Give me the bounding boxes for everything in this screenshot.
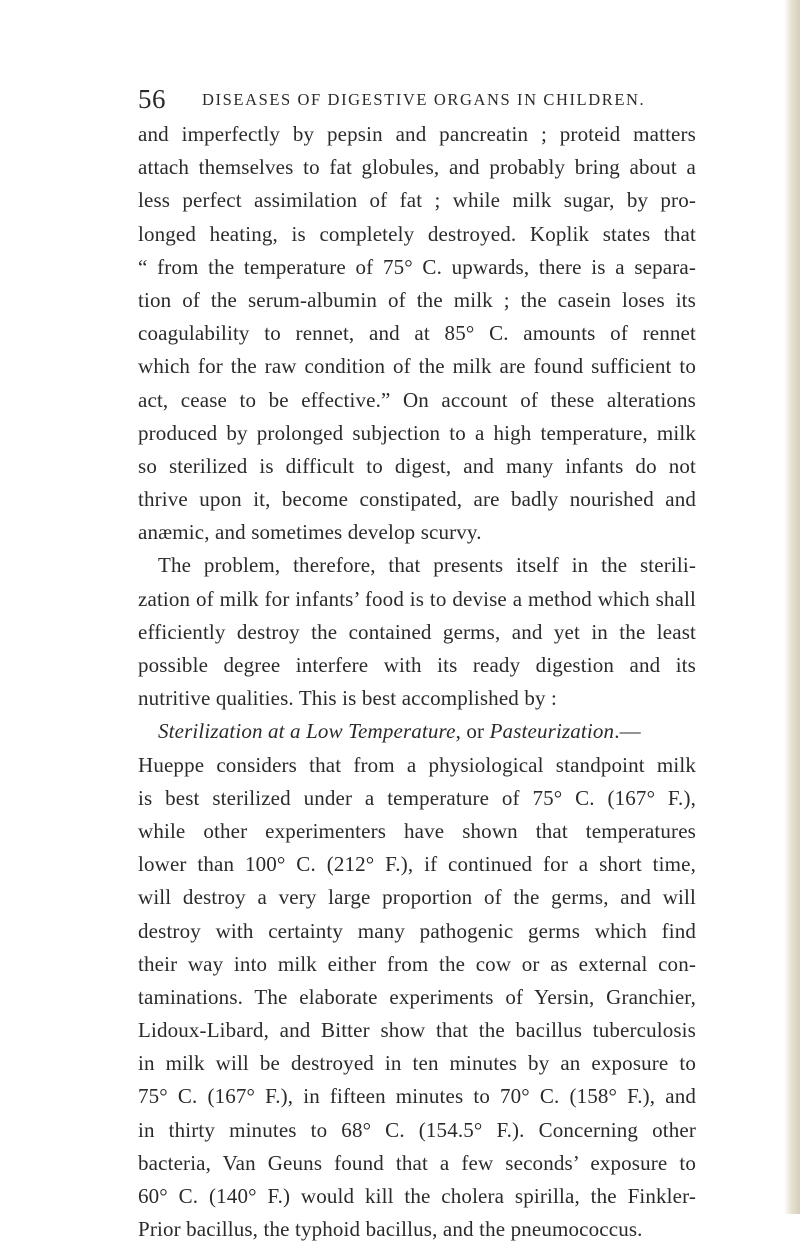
text-line: “ from the temperature of 75° C. upwards, there is a separa-: [138, 254, 696, 279]
text-line: destroy with certainty many pathogenic germs which find: [138, 918, 696, 943]
page-number: 56: [138, 84, 166, 114]
text-line: which for the raw condition of the milk are found sufficient to: [138, 354, 696, 379]
text-line: zation of milk for infants’ food is to devise a method which shall: [138, 586, 696, 611]
page-header: [138, 84, 698, 114]
heading-italic-sterilization: Sterilization at a Low Temperature: [158, 719, 456, 744]
text-line: lower than 100° C. (212° F.), if continued for a short time,: [138, 852, 696, 877]
paragraph-end-line: Prior bacillus, the typhoid bacillus, and the pneumococcus.: [138, 1217, 643, 1242]
text-line: will destroy a very large proportion of the germs, and will: [138, 885, 696, 910]
text-line: longed heating, is completely destroyed. Koplik states that: [138, 221, 696, 246]
text-line: bacteria, Van Geuns found that a few seconds’ exposure to: [138, 1150, 696, 1175]
text-line: in milk will be destroyed in ten minutes by an exposure to: [138, 1051, 696, 1076]
text-line: possible degree interfere with its ready digestion and its: [138, 653, 696, 677]
text-line: thrive upon it, become constipated, are badly nourished and: [138, 487, 696, 512]
text-line: Hueppe considers that from a physiological standpoint milk: [138, 752, 696, 777]
text-line: 60° C. (140° F.) would kill the cholera spirilla, the Finkler-: [138, 1184, 696, 1208]
heading-dash: .—: [614, 719, 641, 744]
heading-connector: , or: [455, 719, 490, 744]
text-line: Lidoux-Libard, and Bitter show that the bacillus tuberculosis: [138, 1018, 696, 1043]
text-line: produced by prolonged subjection to a high temperature, milk: [138, 420, 696, 445]
text-line: coagulability to rennet, and at 85° C. amounts of rennet: [138, 321, 696, 346]
text-line: and imperfectly by pepsin and pancreatin ; proteid matters: [138, 122, 696, 146]
running-title: DISEASES OF DIGESTIVE ORGANS IN CHILDREN.: [202, 90, 646, 109]
paragraph-end-line: anæmic, and sometimes develop scurvy.: [138, 520, 482, 545]
page-edge-shadow: [784, 0, 800, 1214]
text-line: less perfect assimilation of fat ; while milk sugar, by pro-: [138, 188, 696, 213]
body-text: [138, 118, 696, 1246]
text-line: their way into milk either from the cow or as external con-: [138, 951, 696, 976]
paragraph-end-line: nutritive qualities. This is best accomplished by :: [138, 686, 558, 711]
text-line: so sterilized is difficult to digest, and many infants do not: [138, 453, 696, 478]
text-line: efficiently destroy the contained germs, and yet in the least: [138, 619, 696, 644]
text-line: in thirty minutes to 68° C. (154.5° F.). Concerning other: [138, 1117, 696, 1142]
text-line: taminations. The elaborate experiments of Yersin, Granchier,: [138, 984, 696, 1009]
text-line: The problem, therefore, that presents itself in the sterili-: [158, 553, 696, 578]
heading-italic-pasteurization: Pasteurization: [489, 719, 615, 744]
text-line: is best sterilized under a temperature of 75° C. (167° F.),: [138, 785, 696, 810]
text-line: 75° C. (167° F.), in fifteen minutes to 70° C. (158° F.), and: [138, 1084, 696, 1109]
text-line: attach themselves to fat globules, and probably bring about a: [138, 155, 696, 180]
text-line: act, cease to be effective.” On account of these alterations: [138, 387, 696, 412]
text-line: while other experimenters have shown that temperatures: [138, 818, 696, 843]
text-line: tion of the serum-albumin of the milk ; the casein loses its: [138, 287, 696, 312]
section-heading-line: [138, 715, 696, 748]
